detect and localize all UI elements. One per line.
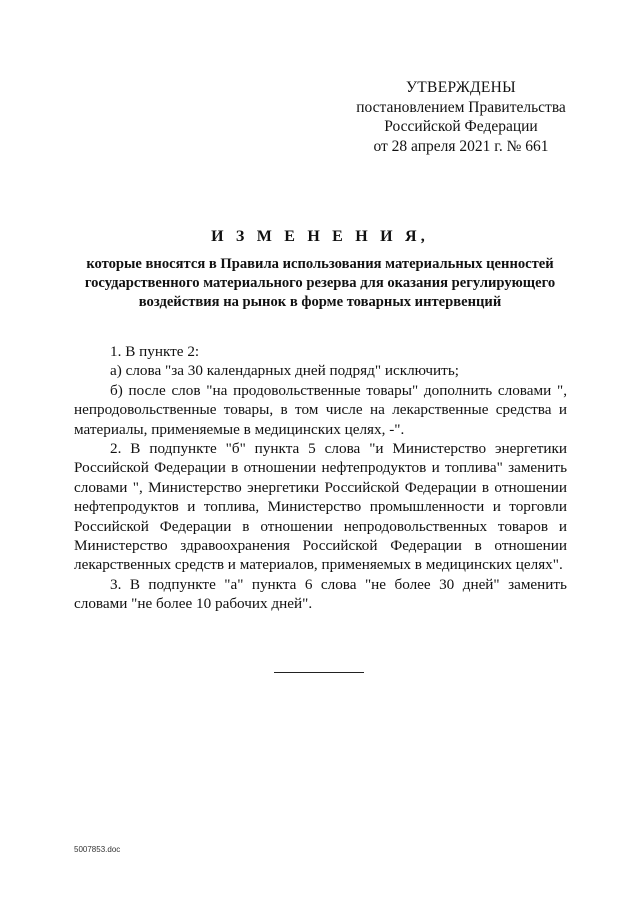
approval-line-resolution: постановлением Правительства [356,98,566,116]
approval-stamp: УТВЕРЖДЕНЫ [406,79,516,96]
paragraph-item-1a: а) слова "за 30 календарных дней подряд" исключить; [110,362,459,380]
document-title: И З М Е Н Е Н И Я, [211,228,429,245]
paragraph-item-1: 1. В пункте 2: [110,343,200,360]
document-subtitle: которые вносятся в Правила использования материальных ценностей государственного материального резерва для оказания регулирующего воздействия на рынок в форме товарных интервенций [84,256,556,311]
paragraph-item-1b: б) после слов "на продовольственные товары" дополнить словами ", непродовольственные товары, в том числе на лекарственные средства и материалы, применяемые в медицинских целях, -". [74,381,567,438]
approval-block [350,78,572,156]
paragraph-item-2: 2. В подпункте "б" пункта 5 слова "и Министерство энергетики Российской Федерации в отношении нефтепродуктов и топлива" заменить словами ", Министерство энергетики Российской Федерации в отношении нефтепродуктов и топлива, Министерство промышленности и торговли Российской Федерации в отношении непродовольственных товаров и Министерство здравоохранения Российской Федерации в отношении лекарственных средств и материалов, применяемых в медицинских целях". [74,440,567,574]
document-body [74,342,567,614]
file-reference: 5007853.doc [74,845,121,854]
end-divider [274,672,364,673]
approval-line-federation: Российской Федерации [384,118,538,135]
paragraph-item-3: 3. В подпункте "а" пункта 6 слова "не более 30 дней" заменить словами "не более 10 рабочих дней". [74,575,567,613]
approval-line-date-number: от 28 апреля 2021 г. № 661 [373,137,549,155]
